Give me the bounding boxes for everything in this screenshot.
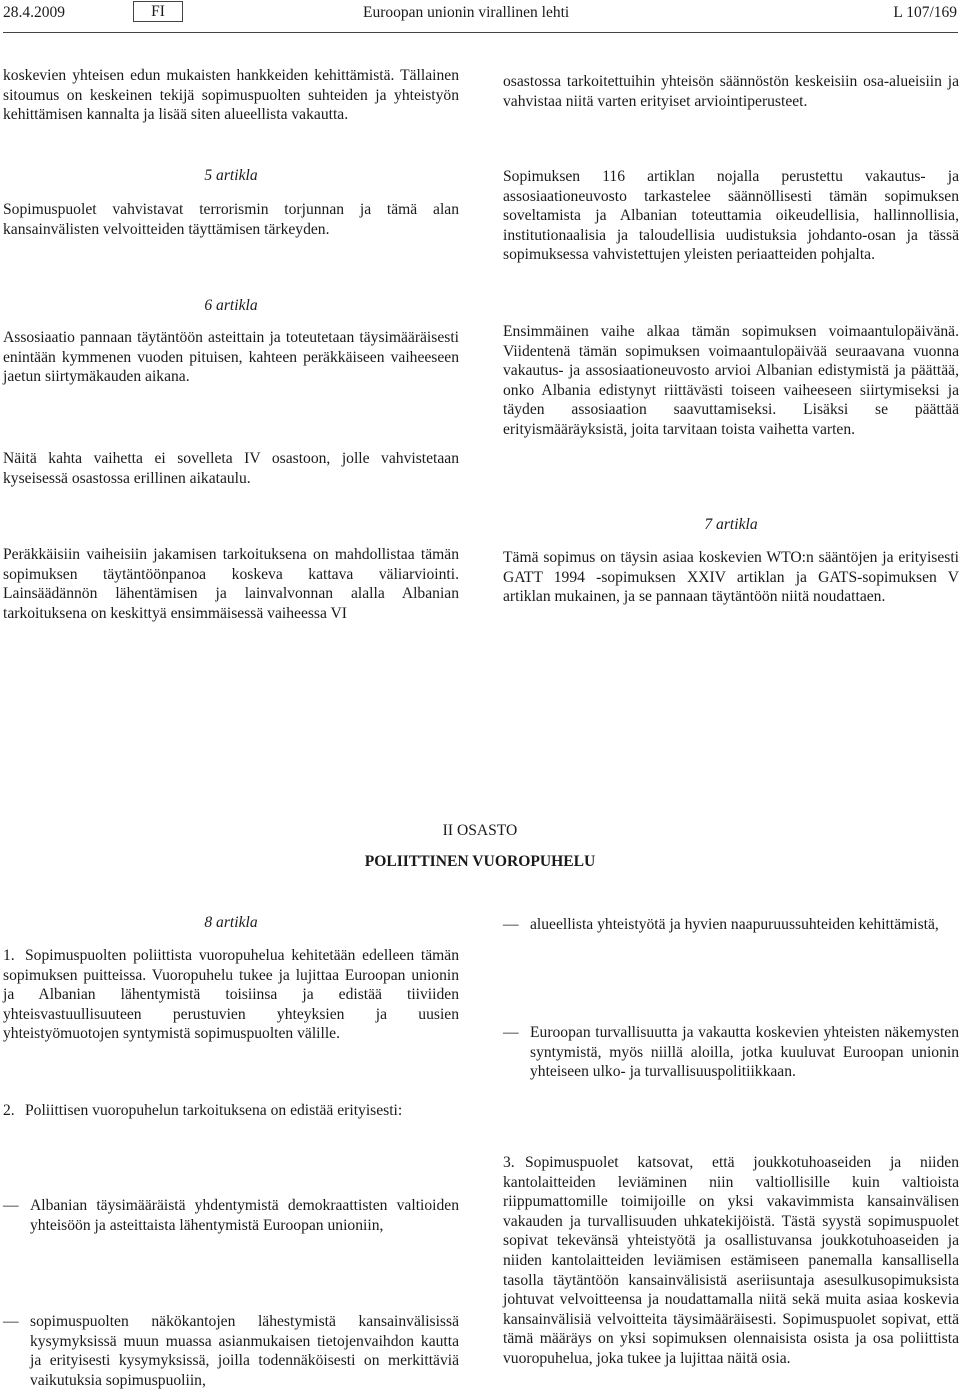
article-6-paragraph-3: Peräkkäisiin vaiheisiin jakamisen tarkoituksena on mahdollistaa tämän sopimuksen täytäntöönpanoa koskeva kattava väliarviointi. Lainsäädännön lähentämisen ja lainvalvonnan alalla Albanian tarkoituksena on keskittyä ensimmäisessä vaiheessa VI xyxy=(3,546,459,622)
list-item-text: alueellista yhteistyötä ja hyvien naapuruussuhteiden kehittämistä, xyxy=(530,916,939,933)
list-item xyxy=(3,1196,459,1235)
dash-mark: — xyxy=(3,1313,19,1330)
paragraph-number: 3. xyxy=(503,1154,515,1171)
article-8-heading: 8 artikla xyxy=(204,914,258,931)
header-rule xyxy=(3,32,958,33)
paragraph-number: 2. xyxy=(3,1102,15,1119)
article-5-text: Sopimuspuolet vahvistavat terrorismin torjunnan ja tämä alan kansainvälisten velvoitteiden täyttämisen tärkeyden. xyxy=(3,201,459,238)
language-badge: FI xyxy=(133,1,183,22)
paragraph-number: 1. xyxy=(3,947,15,964)
list-item xyxy=(503,1023,959,1082)
list-item-text: sopimuspuolten näkökantojen lähestymistä kansainvälisissä kysymyksissä muun muassa asianmukaisen tietojenvaihdon kautta ja erityisesti kysymyksissä, joilla todennäköisesti on merkittäviä vaikutuksia sopimuspuoliin, xyxy=(30,1313,459,1389)
paragraph-text: Sopimuspuolet katsovat, että joukkotuhoaseiden ja niiden kantolaitteiden leviäminen niin valtiollisille kuin valtioista riippumattomille toimijoille on yksi vakavimmista kansainvälisen vakauden ja turvallisuuden uhkatekijöistä. Tästä syystä sopimuspuolet sopivat tekevänsä yhteistyötä ja osallistuvansa joukkotuhoaseiden ja niiden kantolaitteiden leviämisen estämiseen panemalla kansallisella tasolla täytäntöön kansainvälisistä aseriisuntaja asesulkusopimuksista johtuvat velvoitteensa ja noudattamalla niitä sekä muita asiaa koskevia kansainvälisiä velvoitteita täysimääräisesti. Sopimuspuolet sopivat, että tämä määräys on yksi sopimuksen olennaisista osista ja osa poliittista vuoropuhelua, joka tukee ja lujittaa näitä osia. xyxy=(503,1154,959,1367)
dash-mark: — xyxy=(503,916,519,933)
article-6-paragraph-1: Assosiaatio pannaan täytäntöön asteittain ja toteutetaan täysimääräisesti enintään kymmenen vuoden pituisen, kahteen peräkkäiseen vaiheeseen jaetun siirtymäkauden aikana. xyxy=(3,329,459,386)
article-6-heading: 6 artikla xyxy=(204,297,258,314)
list-item xyxy=(3,1312,459,1390)
publication-date: 28.4.2009 xyxy=(3,4,65,21)
article-8-paragraph-2 xyxy=(3,1101,459,1121)
list-item-text: Euroopan turvallisuutta ja vakautta koskevien yhteisten näkemysten syntymistä, myös niillä aloilla, jotka kuuluvat Euroopan unionin yhteiseen ulko- ja turvallisuuspolitiikkaan. xyxy=(530,1024,959,1081)
page-header xyxy=(0,0,960,34)
journal-title: Euroopan unionin virallinen lehti xyxy=(363,4,570,21)
paragraph-text: Sopimuspuolten poliittista vuoropuhelua kehitetään edelleen tämän sopimuksen puitteissa. Vuoropuhelu tukee ja lujittaa Euroopan unionin ja Albanian lähentymistä toisiinsa ja edistää tiiviiden yhteisvastuullisuuteen perustuvien yhteyksien ja uusien yhteistyömuotojen syntymistä sopimuspuolten välille. xyxy=(3,947,459,1043)
list-item-text: Albanian täysimääräistä yhdentymistä demokraattisten valtioiden yhteisöön ja asteittaista lähentymistä Euroopan unioniin, xyxy=(30,1197,459,1234)
article-8-paragraph-1 xyxy=(3,946,459,1044)
article-7-heading: 7 artikla xyxy=(704,516,758,533)
article-5-heading: 5 artikla xyxy=(204,167,258,184)
dash-mark: — xyxy=(503,1024,519,1041)
page-number: L 107/169 xyxy=(893,4,957,21)
left-paragraph-intro: koskevien yhteisen edun mukaisten hankkeiden kehittämistä. Tällainen sitoumus on keskeinen tekijä sopimuspuolten suhteiden ja yhteistyön kehittämisen kannalta ja lisää siten alueellista vakautta. xyxy=(3,67,459,124)
article-6-paragraph-2: Näitä kahta vaihetta ei sovelleta IV osastoon, jolle vahvistetaan kyseisessä osastossa erillinen aikataulu. xyxy=(3,450,459,487)
section-title: II OSASTO xyxy=(442,822,518,839)
right-paragraph-continuation: osastossa tarkoitettuihin yhteisön säännöstön keskeisiin osa-alueisiin ja vahvistaa niitä varten erityiset arviointiperusteet. xyxy=(503,73,959,110)
right-paragraph-first-stage: Ensimmäinen vaihe alkaa tämän sopimuksen voimaantulopäivänä. Viidentenä tämän sopimuksen voimaantulopäivää seuraavana vuonna vakautus- ja assosiaationeuvosto arvioi Albanian edistymistä ja päättää, onko Albania edistynyt riittävästi toiseen vaiheeseen siirtymiseksi ja täyden assosiaation saavuttamiseksi. Lisäksi se päättää erityismääräyksistä, joita tarvitaan toista vaihetta varten. xyxy=(503,323,959,438)
dash-mark: — xyxy=(3,1197,19,1214)
list-item xyxy=(503,915,959,935)
article-8-paragraph-3 xyxy=(503,1153,959,1369)
article-7-text: Tämä sopimus on täysin asiaa koskevien WTO:n sääntöjen ja erityisesti GATT 1994 -sopimuksen XXIV artiklan ja GATS-sopimuksen V artiklan mukainen, ja se pannaan täytäntöön niitä noudattaen. xyxy=(503,549,959,606)
right-paragraph-council: Sopimuksen 116 artiklan nojalla perustettu vakautus- ja assosiaationeuvosto tarkastelee säännöllisesti tämän sopimuksen soveltamista ja Albanian toteuttamia oikeudellisia, hallinnollisia, institutionaalisia ja taloudellisia uudistuksia johdanto-osan ja tässä sopimuksessa vahvistettujen yleisten periaatteiden pohjalta. xyxy=(503,168,959,264)
section-subtitle: POLIITTINEN VUOROPUHELU xyxy=(364,853,596,870)
paragraph-text: Poliittisen vuoropuhelun tarkoituksena on edistää erityisesti: xyxy=(25,1102,403,1119)
